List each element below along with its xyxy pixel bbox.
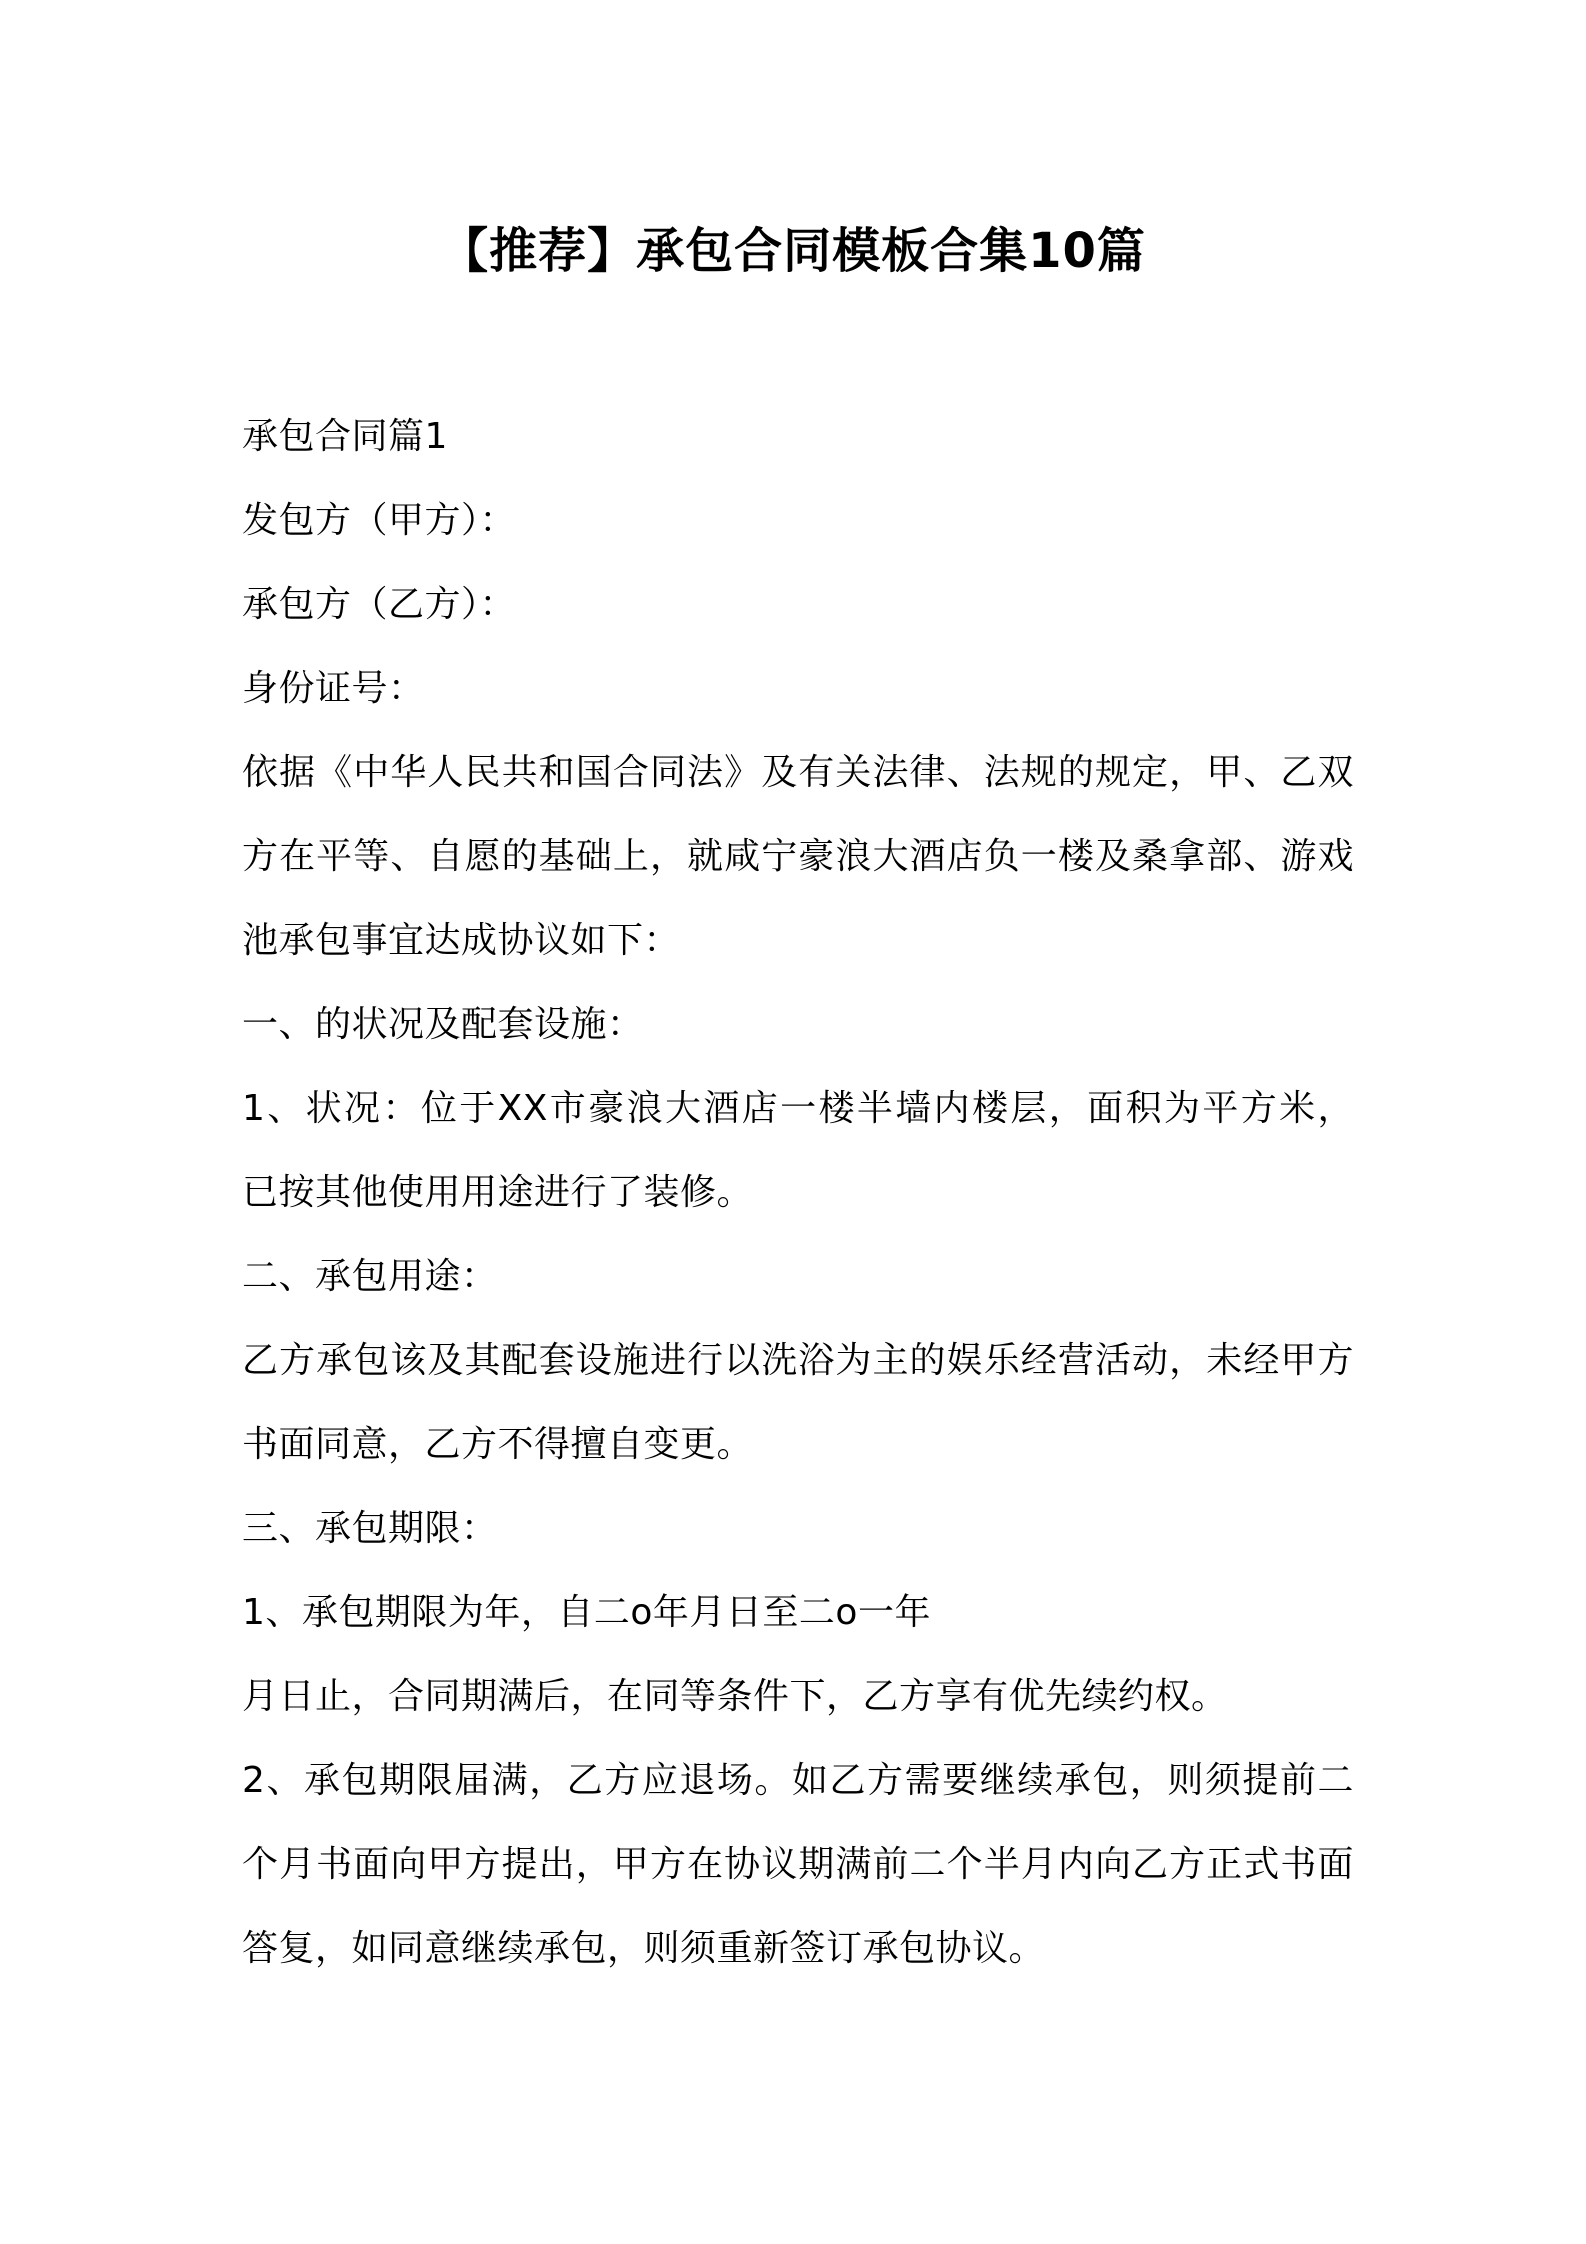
clause-heading: 三、承包期限：	[242, 1508, 498, 1549]
clause-heading: 一、的状况及配套设施：	[242, 1004, 644, 1045]
clause-heading: 二、承包用途：	[242, 1256, 498, 1297]
paragraph-line: 池承包事宜达成协议如下：	[242, 920, 681, 961]
id-number-field: 身份证号：	[242, 668, 425, 709]
paragraph-line: 依据《中华人民共和国合同法》及有关法律、法规的规定，甲、乙双	[242, 752, 1354, 793]
document-body	[242, 0, 1354, 2244]
paragraph-line: 月日止，合同期满后，在同等条件下，乙方享有优先续约权。	[242, 1676, 1228, 1717]
paragraph-line: 个月书面向甲方提出，甲方在协议期满前二个半月内向乙方正式书面	[242, 1844, 1354, 1885]
paragraph-line: 书面同意，乙方不得擅自变更。	[242, 1424, 754, 1465]
party-a-field: 发包方（甲方）：	[242, 500, 517, 541]
paragraph-line: 1、状况：位于XX市豪浪大酒店一楼半墙内楼层，面积为平方米，	[242, 1088, 1354, 1129]
paragraph-line: 方在平等、自愿的基础上，就咸宁豪浪大酒店负一楼及桑拿部、游戏	[242, 836, 1354, 877]
paragraph-line: 乙方承包该及其配套设施进行以洗浴为主的娱乐经营活动，未经甲方	[242, 1340, 1354, 1381]
party-b-field: 承包方（乙方）：	[242, 584, 517, 625]
paragraph-line: 2、承包期限届满，乙方应退场。如乙方需要继续承包，则须提前二	[242, 1760, 1354, 1801]
paragraph-line: 已按其他使用用途进行了装修。	[242, 1172, 754, 1213]
paragraph-line: 1、承包期限为年，自二o年月日至二o一年	[242, 1592, 931, 1633]
document-title: 【推荐】承包合同模板合集10篇	[440, 223, 1146, 279]
section-heading: 承包合同篇1	[242, 416, 448, 457]
paragraph-line: 答复，如同意继续承包，则须重新签订承包协议。	[242, 1928, 1046, 1969]
